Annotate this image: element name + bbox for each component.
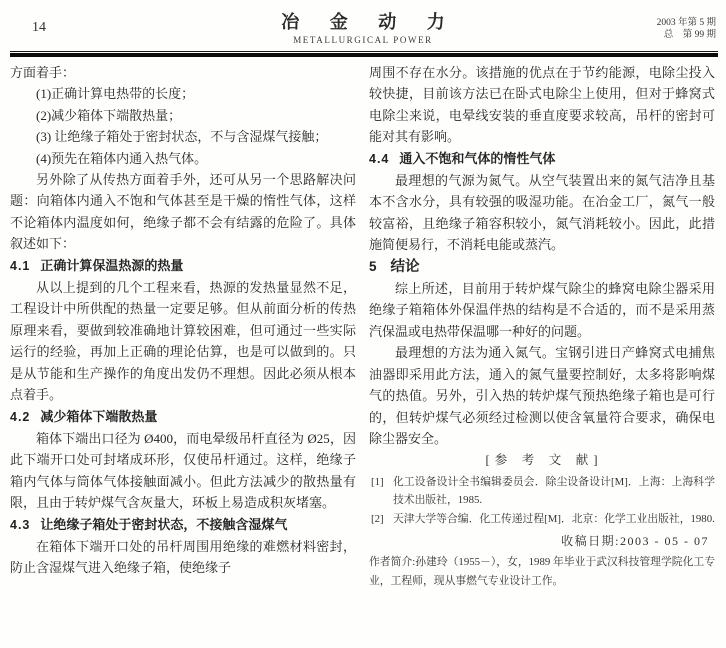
journal-title: 冶 金 动 力 [281, 12, 458, 32]
section-title: 减少箱体下端散热量 [40, 408, 158, 424]
section-title: 结论 [390, 258, 420, 275]
reference-text: 化工设备设计全书编辑委员会．除尘设备设计[M]．上海：上海科学技术出版社，1985. [393, 475, 715, 507]
paragraph: 在箱体下端开口处的吊杆周围用绝缘的难燃材料密封，防止含湿煤气进入绝缘子箱，使绝缘子 [10, 538, 356, 576]
list-item: (2)减少箱体下端散热量； [36, 107, 182, 123]
list-item: (1)正确计算电热带的长度； [36, 86, 195, 102]
section-heading-4-2 [10, 406, 356, 428]
section-number: 4.2 [10, 409, 31, 424]
section-number: 4.3 [10, 517, 31, 532]
left-column [10, 62, 356, 590]
paragraph: 从以上提到的几个工程来看，热源的发热量显然不足，工程设计中所供配的热量一定要足够。但从前面分析的传热原理来看，要做到较准确地计算较困难，但可通过一些实际运行的经验，再加上正确的理论估算，也是可以做到的。只是从节能和生产操作的角度出发仍不理想。因此必须从根本点着手。 [10, 280, 356, 403]
right-column [369, 62, 715, 590]
paragraph: 综上所述，目前用于转炉煤气除尘的蜂窝电除尘器采用绝缘子箱箱体外保温伴热的结构是不合适的，而不是采用蒸汽保温或电热带保温哪一种好的问题。 [369, 281, 715, 339]
two-column-body [0, 57, 726, 590]
paragraph-continuation: 周围不存在水分。该措施的优点在于节约能源，电除尘投入较快捷，目前该方法已在卧式电除尘上使用，但对于蜂窝式电除尘来说，电晕线安装的垂直度要求较高，吊杆的密封可能对其有影响。 [369, 65, 715, 145]
section-heading-5 [369, 256, 715, 278]
section-heading-4-1 [10, 255, 356, 277]
header-rule-thin [10, 51, 718, 52]
journal-subtitle: METALLURGICAL POWER [293, 35, 433, 45]
section-number: 4.1 [10, 258, 31, 273]
issue-line-2: 总 第 99 期 [663, 30, 716, 40]
references-heading: [ 参 考 文 献 ] [485, 453, 599, 468]
list-item: (4)预先在箱体内通入热气体。 [36, 150, 208, 166]
section-number: 5 [369, 258, 378, 274]
paragraph: 最理想的气源为氮气。从空气装置出来的氮气洁净且基本不含水分，具有较强的吸湿功能。在冶金工厂，氮气一般较富裕，且绝缘子箱容积较小，氮气消耗较小。因此，此措施简便易行，不消耗电能或蒸汽。 [369, 173, 715, 253]
list-item: (3) 让绝缘子箱处于密封状态，不与含湿煤气接触； [36, 129, 328, 145]
received-date: 收稿日期:2003 - 05 - 07 [561, 533, 709, 548]
section-heading-4-4 [369, 148, 715, 170]
reference-marker: [1] [371, 475, 384, 488]
paragraph: 箱体下端出口径为 Ø400，而电晕级吊杆直径为 Ø25，因此下端开口处可封堵成环形，仅使吊杆通过。这样，绝缘子箱内气体与筒体气体接触面减小。但此方法减少的散热量有限，且由于转炉煤气含灰量大，环板上易造成积灰堵塞。 [10, 430, 356, 511]
reference-item [369, 510, 715, 529]
section-heading-4-3 [10, 514, 356, 536]
reference-text: 天津大学等合编．化工传递过程[M]．北京：化学工业出版社，1980. [393, 512, 715, 525]
issue-line-1: 2003 年第 5 期 [656, 18, 716, 28]
issue-info [657, 17, 716, 41]
paragraph-continuation: 方面着手： [10, 65, 76, 80]
author-bio: 作者简介:孙建玲（1955－），女，1989 年毕业于武汉科技管理学院化工专业，工程师，现从事燃气专业设计工作。 [369, 555, 715, 587]
reference-marker: [2] [371, 512, 384, 525]
reference-item [369, 473, 715, 510]
section-title: 让绝缘子箱处于密封状态，不接触含湿煤气 [40, 516, 288, 532]
page-header [0, 0, 726, 48]
section-title: 正确计算保温热源的热量 [40, 257, 184, 273]
section-title: 通入不饱和气体的惰性气体 [399, 150, 556, 166]
section-number: 4.4 [369, 151, 390, 166]
page-number: 14 [32, 20, 46, 35]
paragraph: 另外除了从传热方面着手外，还可从另一个思路解决问题：向箱体内通入不饱和气体甚至是干燥的惰性气体，这样不论箱体内温度如何，绝缘子都不会有结露的危险了。具体叙述如下： [10, 172, 356, 252]
paragraph: 最理想的方法为通入氮气。宝钢引进日产蜂窝式电捕焦油器即采用此方法，通入的氮气量要控制好，太多将影响煤气的热值。另外，引入热的转炉煤气预热绝缘子箱也是可行的，但转炉煤气必须经过检测以使含氧量符合要求，确保电除尘器安全。 [369, 345, 715, 446]
